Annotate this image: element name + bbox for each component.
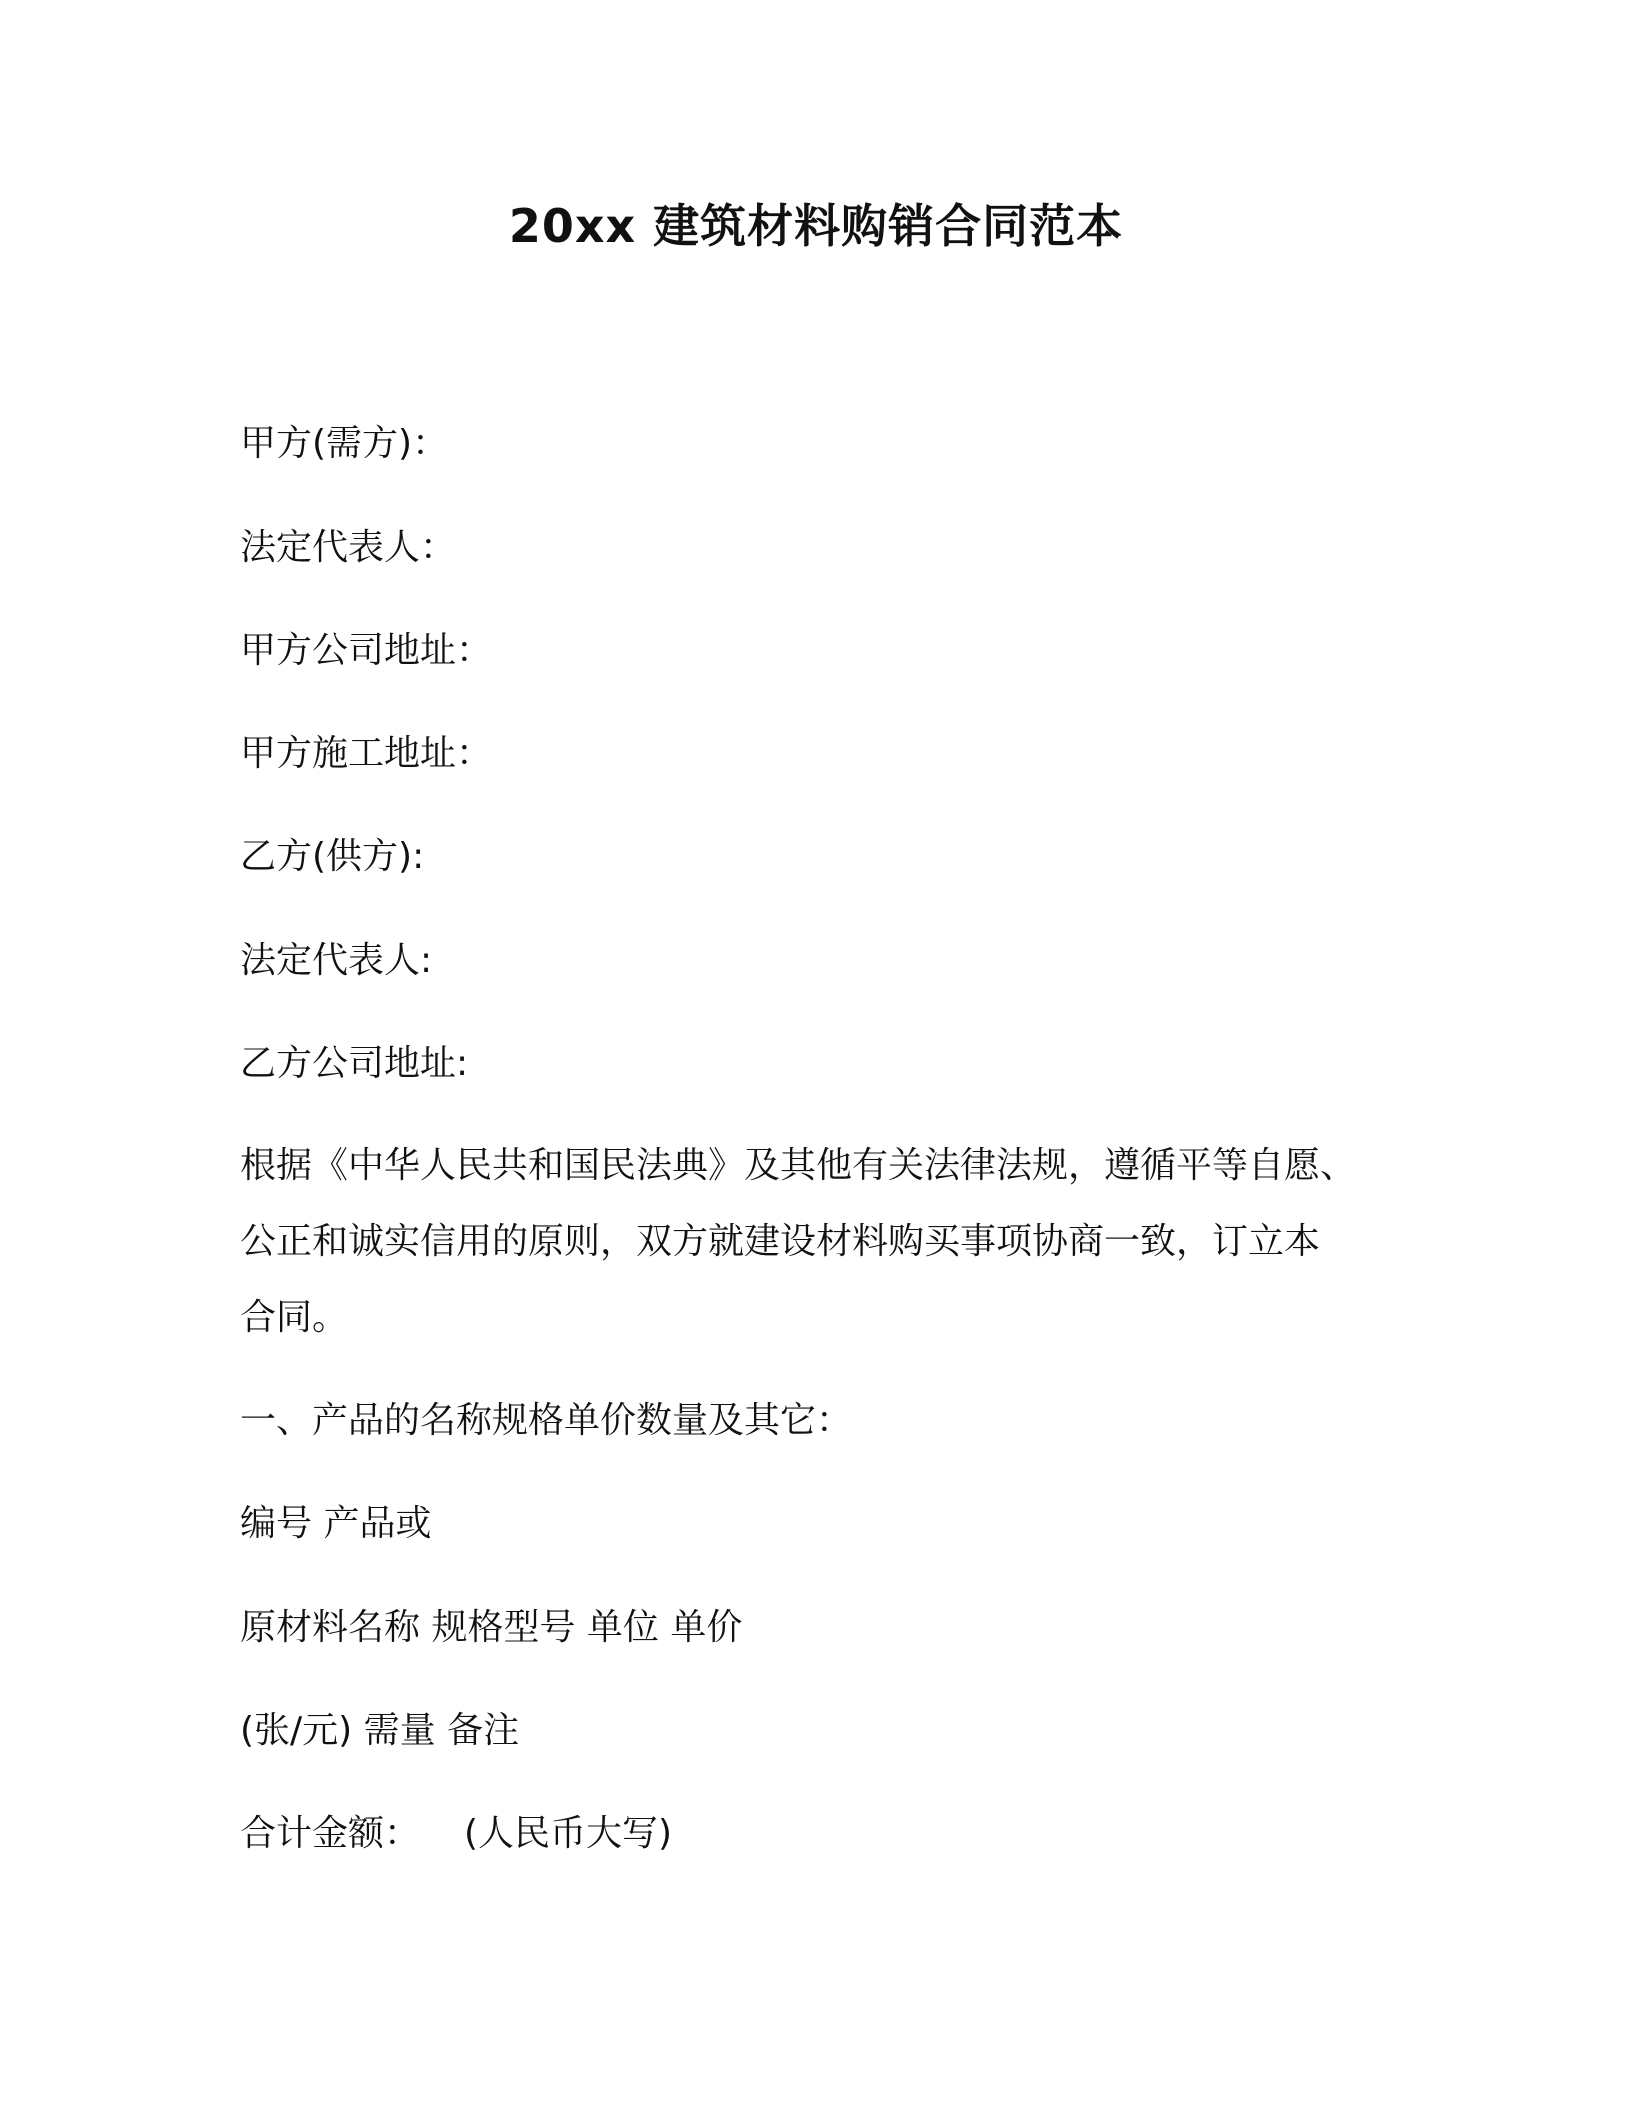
preamble-line: 根据《中华人民共和国民法典》及其他有关法律法规，遵循平等自愿、 — [240, 1145, 1357, 1186]
table-header-line-1: 编号 产品或 — [240, 1503, 432, 1544]
section-1-heading: 一、产品的名称规格单价数量及其它： — [240, 1400, 853, 1441]
party-a-label: 甲方(需方)： — [240, 423, 449, 464]
total-amount-note: (人民币大写) — [464, 1813, 673, 1854]
party-b-label: 乙方(供方): — [240, 836, 425, 877]
preamble-paragraph — [240, 1128, 1400, 1356]
preamble-line: 公正和诚实信用的原则，双方就建设材料购买事项协商一致，订立本 — [240, 1221, 1321, 1262]
party-a-representative-label: 法定代表人： — [240, 527, 457, 568]
party-a-company-address-label: 甲方公司地址： — [240, 630, 493, 671]
party-a-site-address-label: 甲方施工地址： — [240, 733, 493, 774]
table-header-line-2: 原材料名称 规格型号 单位 单价 — [240, 1607, 743, 1648]
total-amount-label: 合计金额： — [240, 1813, 421, 1854]
preamble-line: 合同。 — [240, 1297, 349, 1338]
party-b-representative-label: 法定代表人: — [240, 940, 433, 981]
party-b-company-address-label: 乙方公司地址: — [240, 1043, 469, 1084]
table-header-line-3: (张/元) 需量 备注 — [240, 1710, 520, 1751]
document-title: 20xx 建筑材料购销合同范本 — [508, 199, 1124, 253]
total-amount-row — [240, 1810, 672, 1858]
